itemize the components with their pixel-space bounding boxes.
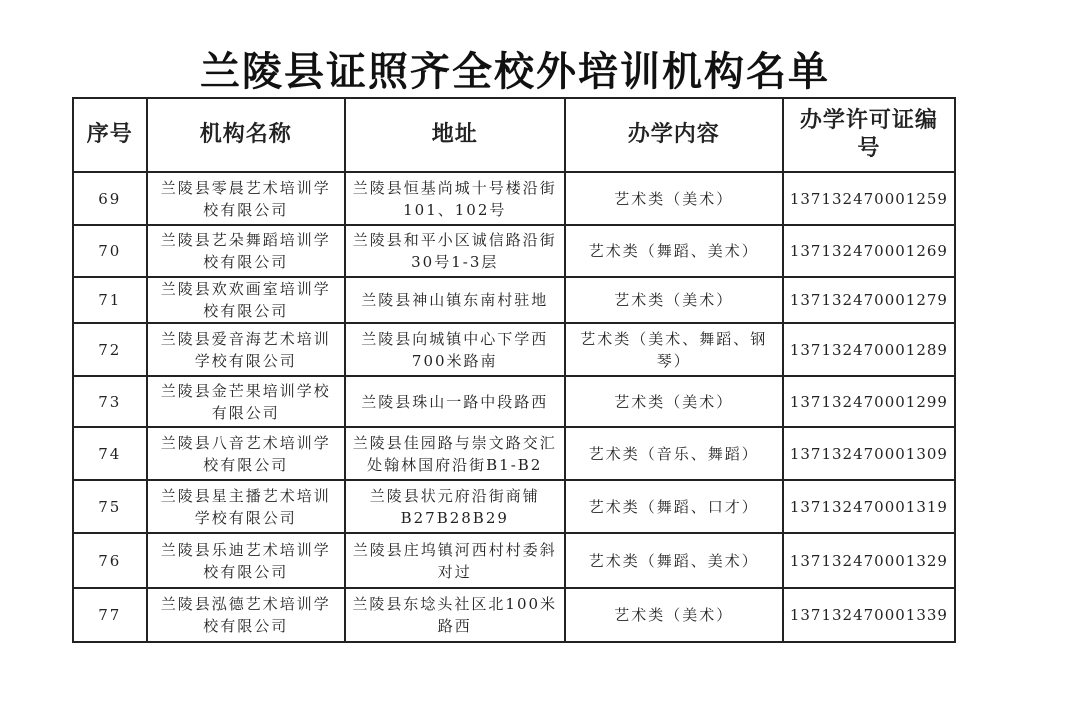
institution-address: 兰陵县和平小区诚信路沿街30号1-3层 (345, 225, 565, 277)
institution-name: 兰陵县欢欢画室培训学校有限公司 (147, 277, 345, 323)
row-number: 69 (73, 172, 147, 225)
teaching-content: 艺术类（舞蹈、美术） (565, 533, 783, 588)
row-number: 75 (73, 480, 147, 533)
teaching-content: 艺术类（美术） (565, 588, 783, 642)
institution-address: 兰陵县恒基尚城十号楼沿街101、102号 (345, 172, 565, 225)
table-header-row (73, 98, 955, 172)
row-number: 73 (73, 376, 147, 427)
license-number: 137132470001269 (783, 225, 955, 277)
header-address: 地址 (345, 98, 565, 172)
institution-address: 兰陵县东埝头社区北100米路西 (345, 588, 565, 642)
license-number: 137132470001299 (783, 376, 955, 427)
table-row (73, 480, 955, 533)
teaching-content: 艺术类（舞蹈、口才） (565, 480, 783, 533)
institution-address: 兰陵县佳园路与崇文路交汇处翰林国府沿街B1-B2 (345, 427, 565, 480)
institution-name: 兰陵县泓德艺术培训学校有限公司 (147, 588, 345, 642)
row-number: 74 (73, 427, 147, 480)
license-number: 137132470001309 (783, 427, 955, 480)
header-name: 机构名称 (147, 98, 345, 172)
teaching-content: 艺术类（美术） (565, 277, 783, 323)
institution-table (72, 97, 956, 643)
institution-name: 兰陵县艺朵舞蹈培训学校有限公司 (147, 225, 345, 277)
row-number: 71 (73, 277, 147, 323)
license-number: 137132470001319 (783, 480, 955, 533)
license-number: 137132470001339 (783, 588, 955, 642)
document-title: 兰陵县证照齐全校外培训机构名单 (200, 49, 830, 95)
license-number: 137132470001289 (783, 323, 955, 376)
institution-name: 兰陵县爱音海艺术培训学校有限公司 (147, 323, 345, 376)
license-number: 137132470001279 (783, 277, 955, 323)
row-number: 76 (73, 533, 147, 588)
institution-name: 兰陵县零晨艺术培训学校有限公司 (147, 172, 345, 225)
license-number: 137132470001259 (783, 172, 955, 225)
row-number: 72 (73, 323, 147, 376)
institution-name: 兰陵县金芒果培训学校有限公司 (147, 376, 345, 427)
institution-address: 兰陵县神山镇东南村驻地 (345, 277, 565, 323)
institution-address: 兰陵县珠山一路中段路西 (345, 376, 565, 427)
license-number: 137132470001329 (783, 533, 955, 588)
table-row (73, 376, 955, 427)
teaching-content: 艺术类（美术） (565, 172, 783, 225)
teaching-content: 艺术类（舞蹈、美术） (565, 225, 783, 277)
table-row (73, 533, 955, 588)
table-row (73, 323, 955, 376)
institution-address: 兰陵县向城镇中心下学西700米路南 (345, 323, 565, 376)
institution-address: 兰陵县状元府沿街商铺B27B28B29 (345, 480, 565, 533)
institution-name: 兰陵县星主播艺术培训学校有限公司 (147, 480, 345, 533)
teaching-content: 艺术类（音乐、舞蹈） (565, 427, 783, 480)
teaching-content: 艺术类（美术、舞蹈、钢琴） (565, 323, 783, 376)
institution-name: 兰陵县八音艺术培训学校有限公司 (147, 427, 345, 480)
header-no: 序号 (73, 98, 147, 172)
table-row (73, 225, 955, 277)
header-license: 办学许可证编号 (783, 98, 955, 172)
institution-address: 兰陵县庄坞镇河西村村委斜对过 (345, 533, 565, 588)
row-number: 77 (73, 588, 147, 642)
header-content: 办学内容 (565, 98, 783, 172)
table-row (73, 427, 955, 480)
table-row (73, 172, 955, 225)
institution-name: 兰陵县乐迪艺术培训学校有限公司 (147, 533, 345, 588)
table-row (73, 277, 955, 323)
teaching-content: 艺术类（美术） (565, 376, 783, 427)
table-row (73, 588, 955, 642)
row-number: 70 (73, 225, 147, 277)
